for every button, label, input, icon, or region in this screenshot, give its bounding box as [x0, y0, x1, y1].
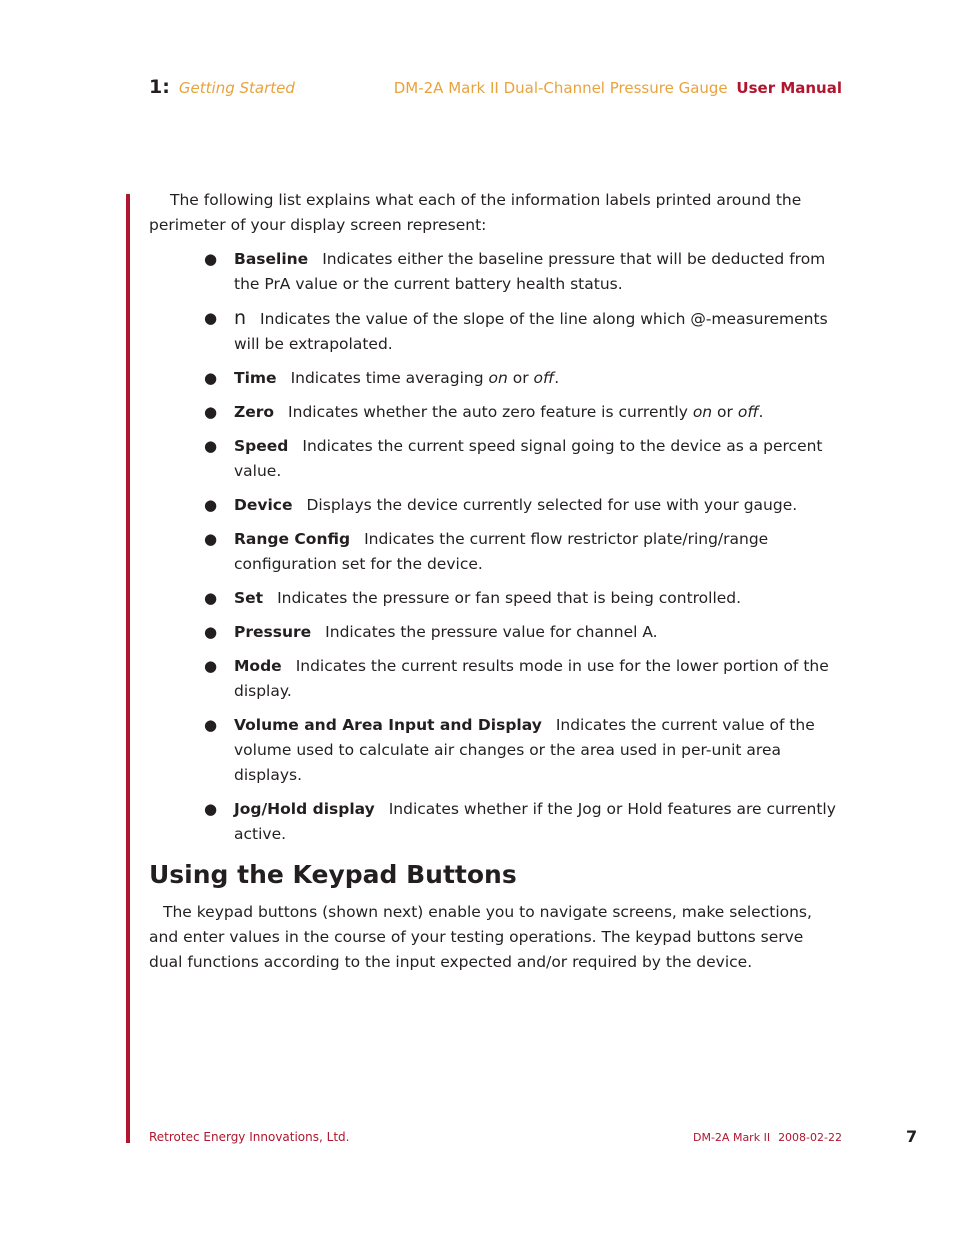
label-on-text: on: [692, 403, 713, 421]
bullet-icon: ●: [204, 437, 218, 455]
label-off-text: off: [737, 403, 759, 421]
chapter-title: Getting Started: [178, 79, 295, 97]
label-description: Indicates time averaging: [290, 369, 489, 387]
footer-model-date: [693, 1131, 842, 1144]
bullet-icon: ●: [204, 496, 218, 514]
bullet-icon: ●: [204, 250, 218, 268]
label-description: Indicates the current value of the volume used to calculate air changes or the area used in per-unit area displays.: [234, 716, 815, 784]
label-description: Displays the device currently selected for use with your gauge.: [306, 496, 798, 514]
label-period: .: [758, 403, 764, 421]
manual-label: User Manual: [736, 79, 842, 97]
label-on-text: on: [488, 369, 508, 387]
document-title: DM-2A Mark II Dual-Channel Pressure Gauge: [393, 79, 728, 97]
label-description: Indicates the value of the slope of the line along which @-measurements will be extrapolated.: [234, 310, 828, 353]
label-description: Indicates the current flow restrictor plate/ring/range configuration set for the device.: [234, 530, 769, 573]
label-term: Device: [234, 496, 293, 514]
footer-company: Retrotec Energy Innovations, Ltd.: [149, 1130, 350, 1144]
list-item-time: [149, 366, 841, 391]
label-off-text: off: [533, 369, 555, 387]
chapter-number: 1:: [149, 76, 170, 98]
label-term: Time: [234, 369, 277, 387]
footer-model: DM-2A Mark II: [693, 1131, 771, 1144]
list-item-jog-hold: [149, 797, 841, 847]
label-description: Indicates the current speed signal going to the device as a percent value.: [234, 437, 823, 480]
label-or-text: or: [712, 403, 738, 421]
label-description: Indicates the pressure value for channel A.: [325, 623, 658, 641]
list-item-speed: [149, 434, 841, 484]
footer-date: 2008-02-22: [778, 1131, 842, 1144]
list-item-zero: [149, 400, 841, 425]
label-term: Set: [234, 589, 264, 607]
list-item-baseline: [149, 247, 841, 297]
bullet-icon: ●: [204, 657, 218, 675]
page-number: 7: [906, 1127, 918, 1146]
page-body: [149, 188, 841, 975]
label-description: Indicates the current results mode in use for the lower portion of the display.: [234, 657, 829, 700]
bullet-icon: ●: [204, 800, 218, 818]
label-term: Jog/Hold display: [234, 800, 375, 818]
list-item-set: [149, 586, 841, 611]
section-heading: Using the Keypad Buttons: [149, 860, 517, 889]
list-item-n: [149, 306, 841, 357]
intro-paragraph: The following list explains what each of the information labels printed around the perimeter of your display screen represent:: [149, 191, 802, 234]
label-description: Indicates whether the auto zero feature is currently: [288, 403, 693, 421]
label-term: Range Config: [234, 530, 351, 548]
bullet-icon: ●: [204, 716, 218, 734]
list-item-mode: [149, 654, 841, 704]
bullet-icon: ●: [204, 369, 218, 387]
label-term: n: [234, 307, 247, 329]
label-term: Zero: [234, 403, 275, 421]
label-description: Indicates whether if the Jog or Hold features are currently active.: [234, 800, 836, 843]
label-period: .: [554, 369, 560, 387]
bullet-icon: ●: [204, 530, 218, 548]
label-description: Indicates the pressure or fan speed that is being controlled.: [277, 589, 742, 607]
list-item-range-config: [149, 527, 841, 577]
label-or-text: or: [507, 369, 534, 387]
list-item-pressure: [149, 620, 841, 645]
label-list: [149, 247, 841, 847]
bullet-icon: ●: [204, 623, 218, 641]
section-paragraph: The keypad buttons (shown next) enable you to navigate screens, make selections, and enter values in the course of your testing operations. The keypad buttons serve dual functions according to the input expected and/or required by the device.: [149, 903, 812, 971]
page-header-document: [394, 79, 842, 97]
list-item-volume-area: [149, 713, 841, 788]
bullet-icon: ●: [204, 309, 218, 327]
label-term: Baseline: [234, 250, 309, 268]
label-description: Indicates either the baseline pressure that will be deducted from the PrA value or the current battery health status.: [234, 250, 826, 293]
bullet-icon: ●: [204, 589, 218, 607]
label-term: Mode: [234, 657, 282, 675]
list-item-device: [149, 493, 841, 518]
label-term: Volume and Area Input and Display: [234, 716, 542, 734]
bullet-icon: ●: [204, 403, 218, 421]
label-term: Pressure: [234, 623, 312, 641]
page-header-chapter: [149, 76, 295, 98]
margin-bar: [126, 194, 130, 1143]
label-term: Speed: [234, 437, 289, 455]
